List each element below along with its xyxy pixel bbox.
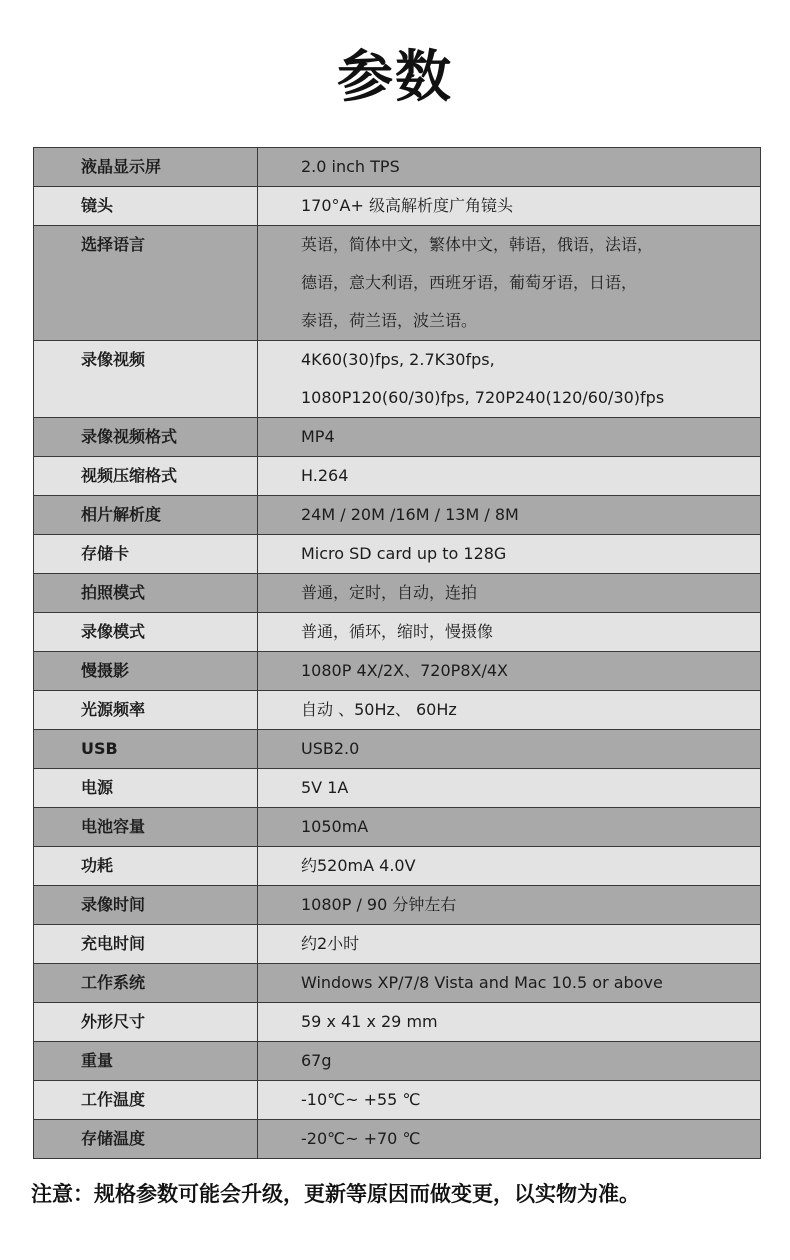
spec-value bbox=[258, 808, 761, 847]
spec-label: 工作温度 bbox=[34, 1081, 258, 1120]
spec-label: 电池容量 bbox=[34, 808, 258, 847]
spec-value-line: -10℃~ +55 ℃ bbox=[301, 1090, 421, 1109]
spec-row bbox=[34, 1120, 761, 1159]
spec-row bbox=[34, 457, 761, 496]
spec-value-line: 5V 1A bbox=[301, 778, 349, 797]
spec-value bbox=[258, 496, 761, 535]
spec-label: 录像模式 bbox=[34, 613, 258, 652]
spec-value bbox=[258, 226, 761, 341]
spec-value-line: 普通，定时，自动，连拍 bbox=[301, 583, 478, 602]
spec-label: 相片解析度 bbox=[34, 496, 258, 535]
spec-value bbox=[258, 1003, 761, 1042]
spec-row bbox=[34, 1081, 761, 1120]
spec-value bbox=[258, 148, 761, 187]
spec-value bbox=[258, 691, 761, 730]
spec-row bbox=[34, 613, 761, 652]
spec-label: 光源频率 bbox=[34, 691, 258, 730]
spec-label: 存储温度 bbox=[34, 1120, 258, 1159]
spec-label: 镜头 bbox=[34, 187, 258, 226]
spec-value-line: 约520mA 4.0V bbox=[301, 856, 416, 875]
spec-row bbox=[34, 730, 761, 769]
spec-label: 选择语言 bbox=[34, 226, 258, 341]
spec-row bbox=[34, 418, 761, 457]
spec-label: 功耗 bbox=[34, 847, 258, 886]
spec-value-line: 德语，意大利语，西班牙语，葡萄牙语，日语， bbox=[301, 273, 638, 292]
spec-row bbox=[34, 148, 761, 187]
spec-label: 视频压缩格式 bbox=[34, 457, 258, 496]
spec-row bbox=[34, 1042, 761, 1081]
spec-value bbox=[258, 1081, 761, 1120]
spec-value-line: H.264 bbox=[301, 466, 349, 485]
spec-value bbox=[258, 457, 761, 496]
spec-value-line: 自动 、50Hz、 60Hz bbox=[301, 700, 457, 719]
spec-value bbox=[258, 341, 761, 418]
spec-value bbox=[258, 613, 761, 652]
spec-value-line: 1050mA bbox=[301, 817, 369, 836]
spec-value-line: 约2小时 bbox=[301, 934, 360, 953]
spec-value bbox=[258, 769, 761, 808]
disclaimer-note: 注意：规格参数可能会升级，更新等原因而做变更，以实物为准。 bbox=[31, 1182, 640, 1206]
spec-value-line: 英语，简体中文，繁体中文，韩语，俄语，法语， bbox=[301, 235, 654, 254]
spec-row bbox=[34, 496, 761, 535]
spec-table-body bbox=[34, 148, 761, 1159]
spec-value bbox=[258, 574, 761, 613]
spec-value bbox=[258, 535, 761, 574]
spec-row bbox=[34, 847, 761, 886]
spec-value-line: 1080P120(60/30)fps, 720P240(120/60/30)fps bbox=[301, 388, 665, 407]
spec-value-line: 24M / 20M /16M / 13M / 8M bbox=[301, 505, 519, 524]
spec-row bbox=[34, 187, 761, 226]
spec-value-line: 1080P 4X/2X、720P8X/4X bbox=[301, 661, 508, 680]
spec-label: 外形尺寸 bbox=[34, 1003, 258, 1042]
spec-value-line: 4K60(30)fps, 2.7K30fps, bbox=[301, 350, 495, 369]
spec-value bbox=[258, 1120, 761, 1159]
spec-row bbox=[34, 964, 761, 1003]
spec-label: 存储卡 bbox=[34, 535, 258, 574]
spec-row bbox=[34, 808, 761, 847]
spec-value-line: 1080P / 90 分钟左右 bbox=[301, 895, 457, 914]
spec-value-line: 泰语，荷兰语，波兰语。 bbox=[301, 311, 478, 330]
spec-label: USB bbox=[34, 730, 258, 769]
spec-label: 重量 bbox=[34, 1042, 258, 1081]
spec-value-line: 普通，循环，缩时，慢摄像 bbox=[301, 622, 494, 641]
spec-row bbox=[34, 886, 761, 925]
spec-value bbox=[258, 886, 761, 925]
spec-row bbox=[34, 1003, 761, 1042]
spec-row bbox=[34, 769, 761, 808]
spec-value bbox=[258, 964, 761, 1003]
spec-row bbox=[34, 341, 761, 418]
spec-label: 录像视频 bbox=[34, 341, 258, 418]
page-title: 参数 bbox=[337, 45, 453, 110]
spec-value-line: 59 x 41 x 29 mm bbox=[301, 1012, 438, 1031]
spec-label: 慢摄影 bbox=[34, 652, 258, 691]
spec-row bbox=[34, 925, 761, 964]
spec-value bbox=[258, 187, 761, 226]
spec-label: 液晶显示屏 bbox=[34, 148, 258, 187]
spec-value bbox=[258, 418, 761, 457]
spec-label: 电源 bbox=[34, 769, 258, 808]
spec-value-line: 2.0 inch TPS bbox=[301, 157, 400, 176]
spec-value-line: Micro SD card up to 128G bbox=[301, 544, 507, 563]
spec-value bbox=[258, 925, 761, 964]
spec-label: 拍照模式 bbox=[34, 574, 258, 613]
spec-row bbox=[34, 226, 761, 341]
spec-value-line: MP4 bbox=[301, 427, 335, 446]
spec-row bbox=[34, 535, 761, 574]
spec-value bbox=[258, 730, 761, 769]
spec-value-line: Windows XP/7/8 Vista and Mac 10.5 or above bbox=[301, 973, 663, 992]
spec-value-line: 170°A+ 级高解析度广角镜头 bbox=[301, 196, 513, 215]
spec-row bbox=[34, 652, 761, 691]
spec-value bbox=[258, 847, 761, 886]
spec-value-line: -20℃~ +70 ℃ bbox=[301, 1129, 421, 1148]
spec-label: 工作系统 bbox=[34, 964, 258, 1003]
spec-value-line: 67g bbox=[301, 1051, 332, 1070]
spec-row bbox=[34, 574, 761, 613]
spec-table bbox=[33, 147, 761, 1159]
spec-value bbox=[258, 652, 761, 691]
spec-value bbox=[258, 1042, 761, 1081]
spec-row bbox=[34, 691, 761, 730]
spec-value-line: USB2.0 bbox=[301, 739, 360, 758]
spec-label: 录像时间 bbox=[34, 886, 258, 925]
spec-label: 充电时间 bbox=[34, 925, 258, 964]
spec-label: 录像视频格式 bbox=[34, 418, 258, 457]
